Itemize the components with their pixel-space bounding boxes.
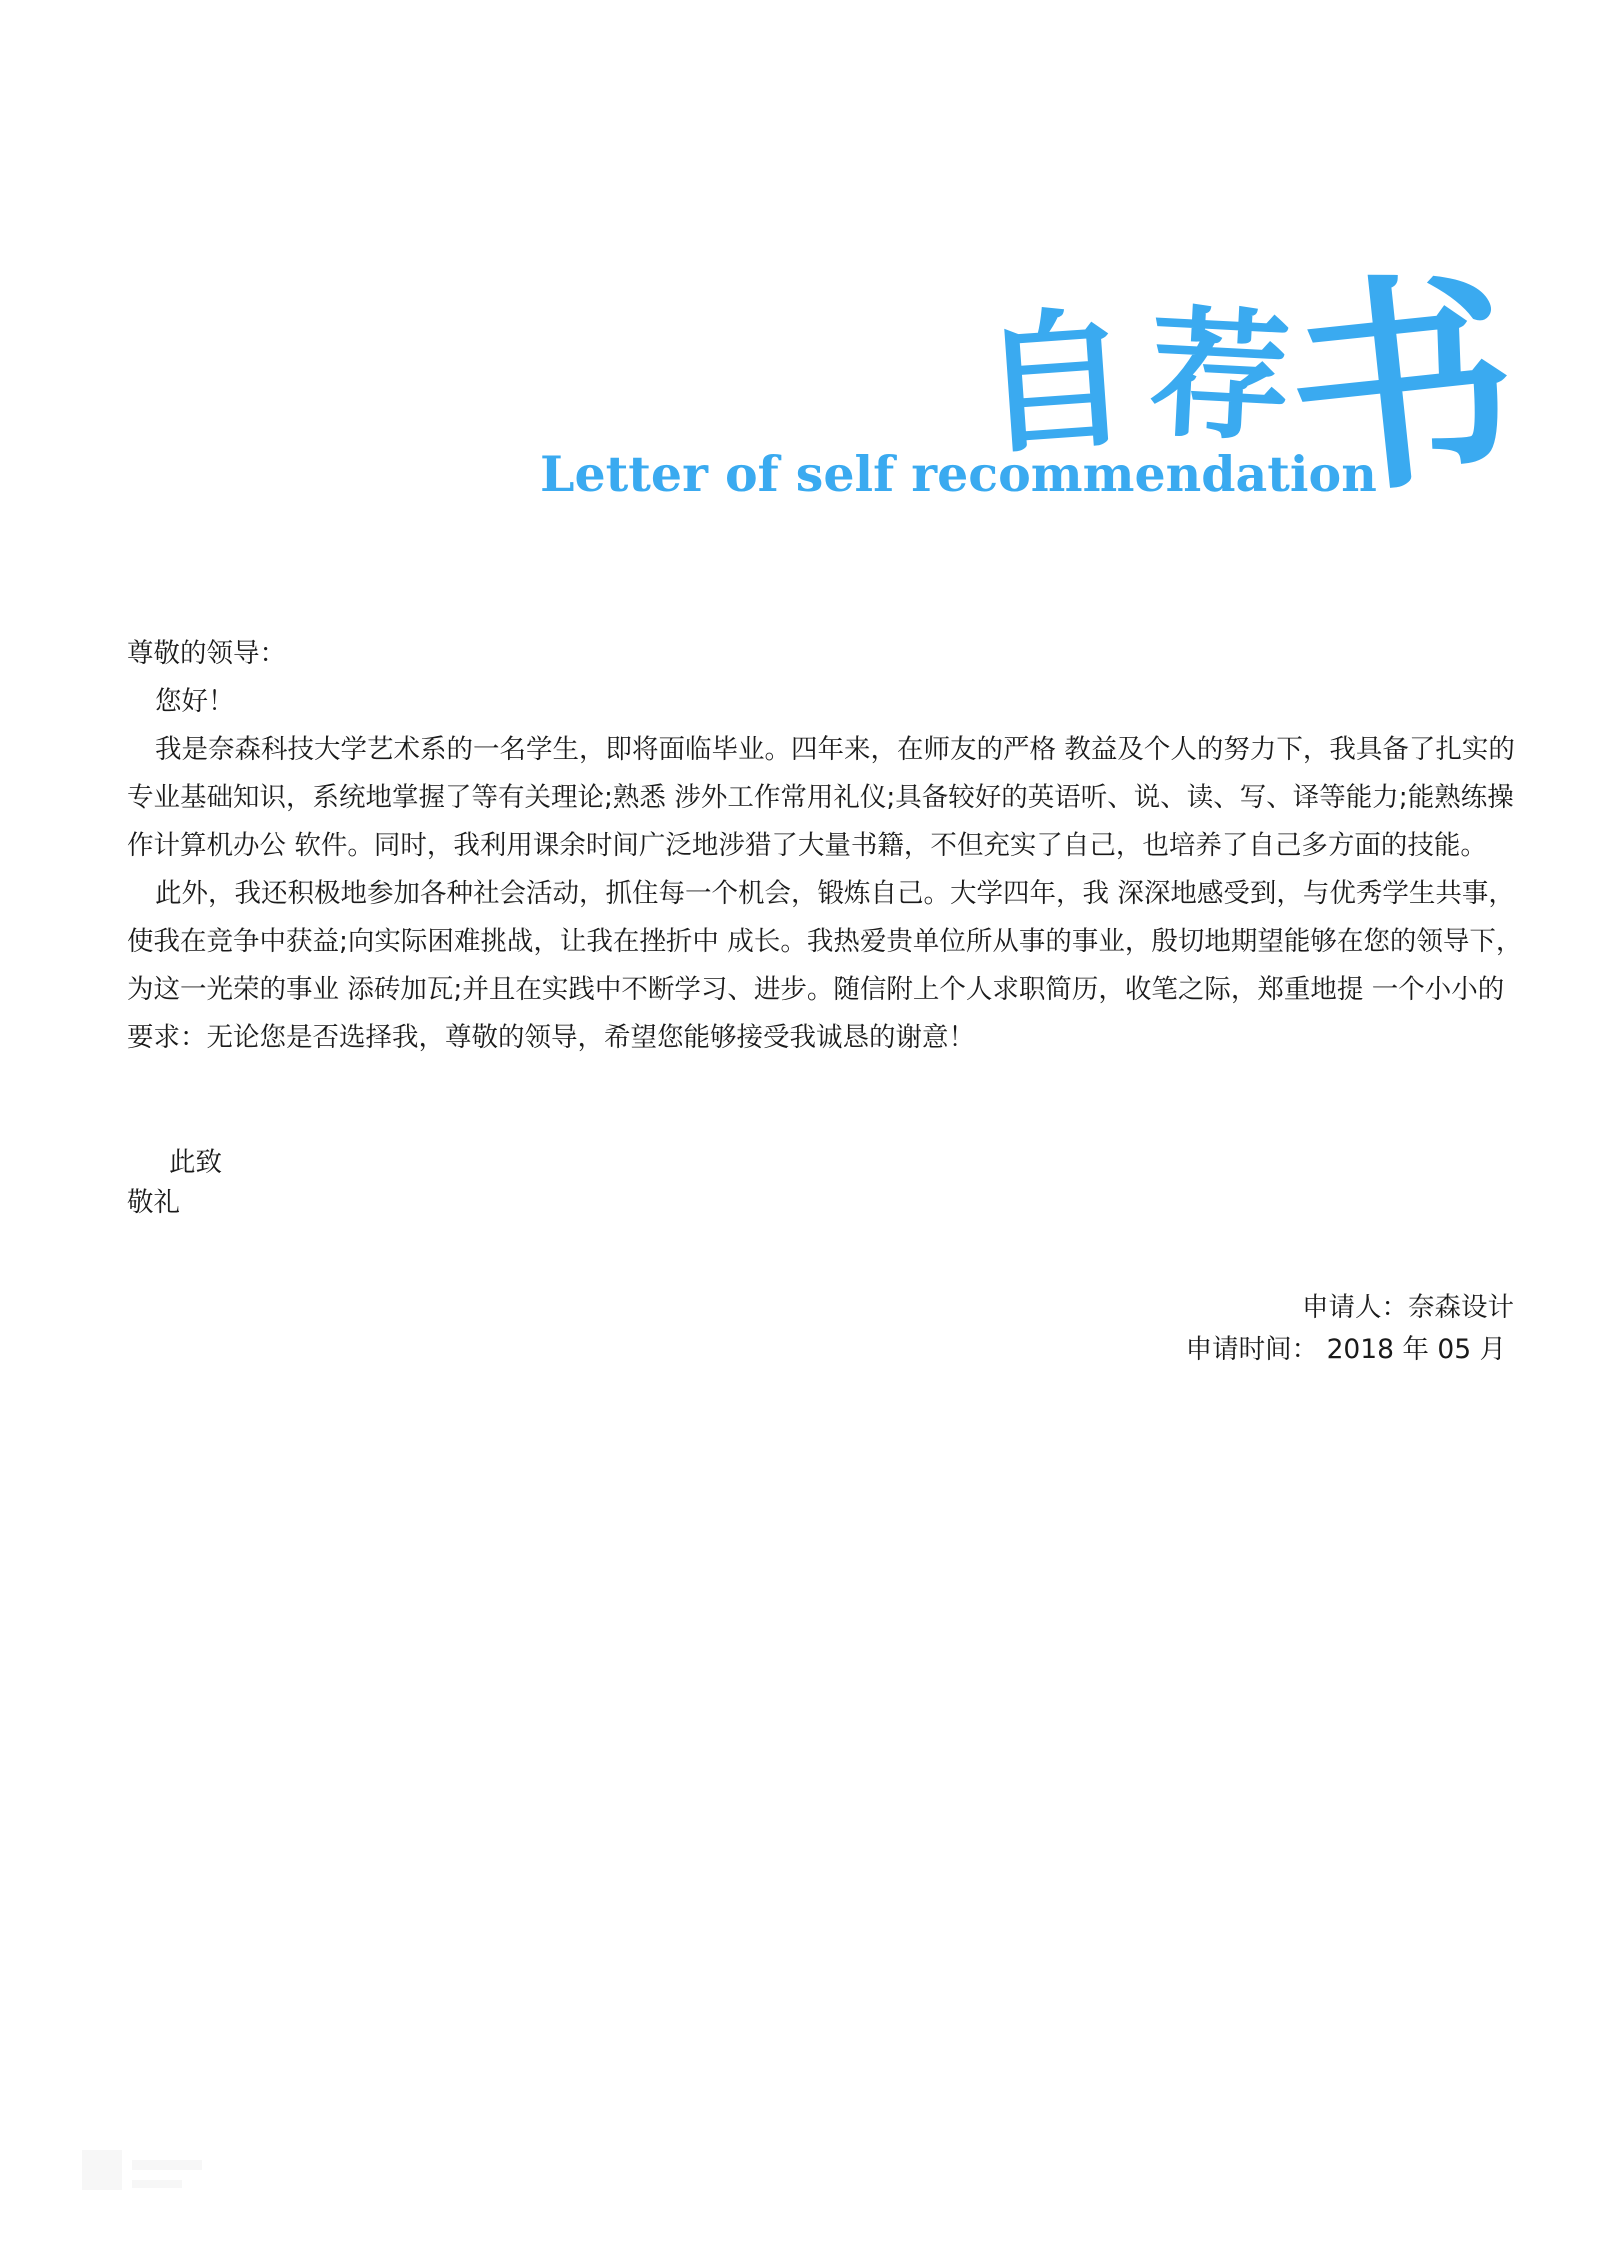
logo-char-1: 自 (980, 289, 1137, 476)
closing-line-1: 此致 (169, 1147, 222, 1178)
applicant-name: 申请人：奈森设计 (1302, 1292, 1514, 1323)
watermark-mark (72, 2140, 212, 2210)
letter-body (127, 630, 1527, 1062)
application-date: 申请时间： 2018 年 05 月 (1185, 1334, 1506, 1365)
paragraph-2: 此外，我还积极地参加各种社会活动，抓住每一个机会，锻炼自己。大学四年，我 深深地感受到，与优秀学生共事，使我在竞争中获益;向实际困难挑战，让我在挫折中 成长。我热爱贵单位所从事的事业，殷切地期望能够在您的领导下，为这一光荣的事业 添砖加瓦;并且在实践中不断学习、进步。随信附上个人求职简历，收笔之际，郑重地提 一个小小的要求：无论您是否选择我，尊敬的领导，希望您能够接受我诚恳的谢意！ (127, 878, 1523, 1053)
header-logo (540, 255, 1540, 525)
logo-char-3: 书 (1276, 260, 1528, 520)
logo-english-title: Letter of self recommendation (540, 445, 1377, 503)
closing (127, 1143, 222, 1223)
paragraph-1: 我是奈森科技大学艺术系的一名学生，即将面临毕业。四年来，在师友的严格 教益及个人的努力下，我具备了扎实的专业基础知识，系统地掌握了等有关理论;熟悉 涉外工作常用礼仪;具备较好的英语听、说、读、写、译等能力;能熟练操作计算机办公 软件。同时，我利用课余时间广泛地涉猎了大量书籍，不但充实了自己，也培养了自己多方面的技能。 (127, 734, 1515, 861)
closing-line-2: 敬礼 (127, 1187, 180, 1218)
logo-char-2: 荐 (1145, 291, 1294, 463)
signature-block (1186, 1287, 1514, 1371)
salutation: 尊敬的领导： (127, 638, 286, 669)
greeting: 您好！ (155, 686, 235, 717)
